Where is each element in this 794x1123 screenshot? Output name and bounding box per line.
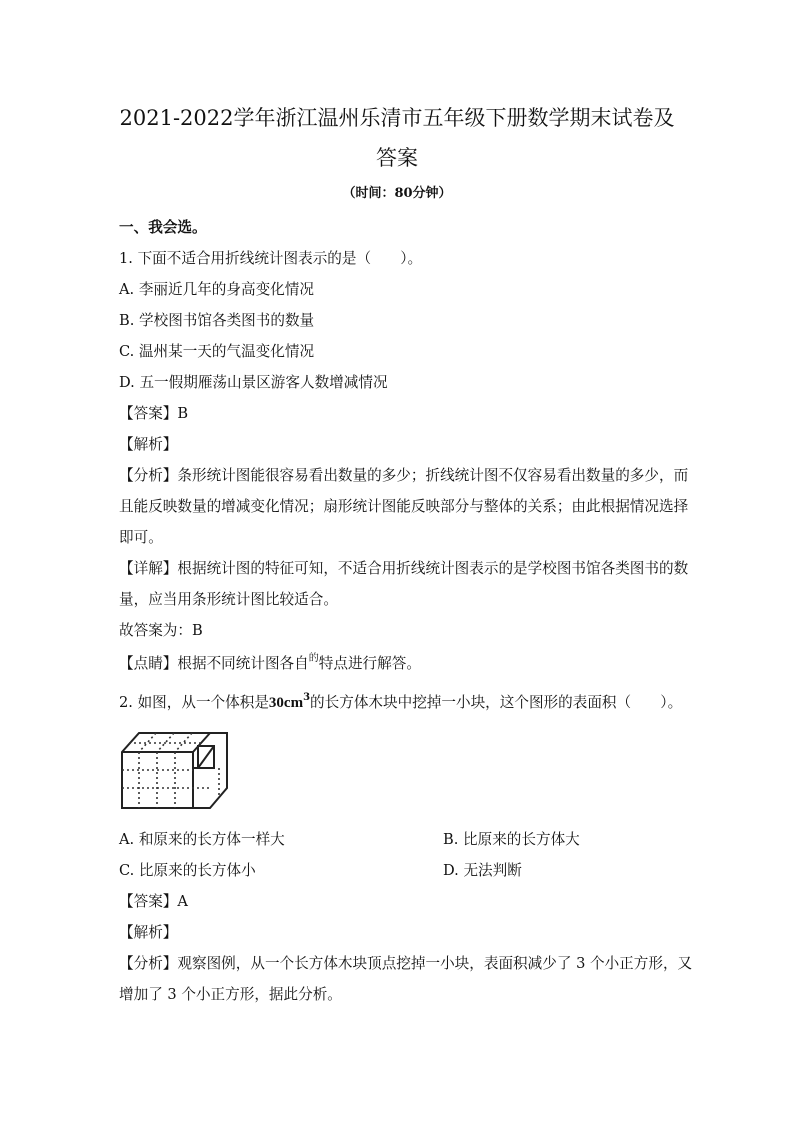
- q2-fenxi-1: [119, 955, 692, 973]
- xiangjie-text: 根据统计图的特征可知，不适合用折线统计图表示的是学校图书馆各类图书的数: [177, 560, 689, 577]
- q1-option-b: B. 学校图书馆各类图书的数量: [119, 312, 315, 329]
- section-heading: 一、我会选。: [119, 219, 207, 236]
- fenxi-tag: 【分析】: [119, 467, 178, 484]
- volume-exponent: 3: [303, 692, 311, 703]
- q1-xiangjie-2: 量，应当用条形统计图比较适合。: [119, 591, 338, 608]
- fenxi-tag: 【分析】: [119, 955, 178, 972]
- q1-fenxi-3: 即可。: [119, 529, 163, 546]
- dianjing-text-a: 根据不同统计图各自: [177, 655, 309, 672]
- xiangjie-tag: 【详解】: [119, 560, 178, 577]
- q1-option-a: A. 李丽近几年的身高变化情况: [119, 281, 314, 298]
- q1-fenxi-1: [119, 467, 688, 485]
- q1-jiexi: 【解析】: [119, 436, 178, 453]
- q2-fenxi-2: 增加了 3 个小正方形，据此分析。: [119, 986, 342, 1003]
- q2-stem-b: 的长方体木块中挖掉一小块，这个图形的表面积（ ）。: [310, 694, 683, 711]
- fenxi-text: 条形统计图能很容易看出数量的多少；折线统计图不仅容易看出数量的多少，而: [177, 467, 689, 484]
- q2-option-c: C. 比原来的长方体小: [119, 862, 256, 879]
- q2-jiexi: 【解析】: [119, 924, 178, 941]
- q1-answer: 【答案】B: [119, 405, 189, 422]
- q2-option-b: B. 比原来的长方体大: [443, 831, 580, 848]
- dianjing-tag: 【点睛】: [119, 655, 178, 672]
- q2-option-a: A. 和原来的长方体一样大: [119, 831, 285, 848]
- q2-option-d: D. 无法判断: [443, 862, 522, 879]
- q1-conclusion: 故答案为：B: [119, 622, 203, 639]
- time-note: （时间：80分钟）: [342, 186, 452, 201]
- q1-option-d: D. 五一假期雁荡山景区游客人数增减情况: [119, 374, 388, 391]
- q2-stem-a: 2. 如图，从一个体积是: [119, 694, 269, 711]
- cuboid-figure: [119, 728, 231, 812]
- q1-fenxi-2: 且能反映数量的增减变化情况；扇形统计图能反映部分与整体的关系；由此根据情况选择: [119, 498, 689, 515]
- q1-stem: 1. 下面不适合用折线统计图表示的是（ ）。: [119, 250, 423, 267]
- doc-title-line2: 答案: [376, 146, 418, 170]
- fenxi-text: 观察图例，从一个长方体木块顶点挖掉一小块，表面积减少了 3 个小正方形，又: [177, 955, 693, 972]
- q1-dianjing: [119, 655, 421, 675]
- dianjing-text-b: 特点进行解答。: [318, 655, 421, 672]
- dianjing-sup: 的: [308, 653, 319, 664]
- q1-xiangjie-1: [119, 560, 688, 578]
- volume-unit: 30cm: [268, 695, 304, 711]
- q2-answer: 【答案】A: [119, 893, 188, 910]
- q2-stem: [119, 694, 682, 714]
- doc-title-line1: 2021-2022学年浙江温州乐清市五年级下册数学期末试卷及: [119, 106, 675, 130]
- q1-option-c: C. 温州某一天的气温变化情况: [119, 343, 315, 360]
